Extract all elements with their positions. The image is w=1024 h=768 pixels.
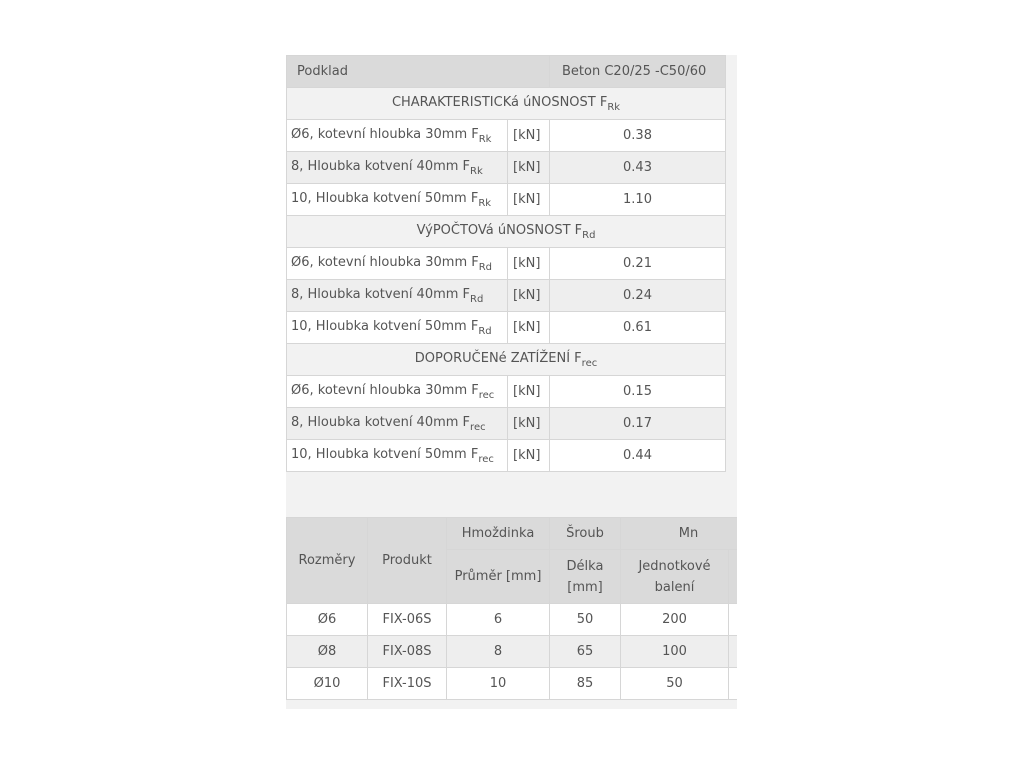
row-unit: [kN] bbox=[508, 440, 550, 472]
row-value: 0.61 bbox=[550, 312, 726, 344]
row-label bbox=[287, 376, 508, 408]
product-row bbox=[287, 668, 738, 700]
section-title-text: DOPORUČENé ZATÍŽENÍ F bbox=[414, 350, 582, 366]
row-label-subscript: rec bbox=[470, 421, 486, 433]
row-unit: [kN] bbox=[508, 152, 550, 184]
cell-delka: 85 bbox=[550, 668, 621, 700]
col-rozmery: Rozměry bbox=[287, 518, 368, 604]
section-title bbox=[287, 88, 726, 120]
section-title bbox=[287, 216, 726, 248]
section-title-text: CHARAKTERISTICKá úNOSNOST F bbox=[391, 94, 608, 110]
row-unit: [kN] bbox=[508, 120, 550, 152]
row-label-text: 8, Hloubka kotvení 40mm F bbox=[291, 414, 471, 430]
row-label-text: 10, Hloubka kotvení 50mm F bbox=[291, 318, 479, 334]
product-table bbox=[286, 517, 737, 700]
row-unit: [kN] bbox=[508, 248, 550, 280]
row-label-subscript: Rd bbox=[470, 293, 484, 305]
row-label bbox=[287, 280, 508, 312]
cell-prumer: 6 bbox=[447, 604, 550, 636]
product-row bbox=[287, 604, 738, 636]
row-value: 0.15 bbox=[550, 376, 726, 408]
table-row bbox=[287, 120, 726, 152]
substrate-value: Beton C20/25 -C50/60 bbox=[550, 56, 726, 88]
col-mnozstvi: Mn bbox=[621, 518, 738, 550]
row-label-text: 10, Hloubka kotvení 50mm F bbox=[291, 446, 479, 462]
cell-rozmer: Ø6 bbox=[287, 604, 368, 636]
cell-cut-off bbox=[729, 668, 738, 700]
cell-produkt: FIX-10S bbox=[368, 668, 447, 700]
row-label bbox=[287, 248, 508, 280]
section-header-row bbox=[287, 216, 726, 248]
cell-delka: 50 bbox=[550, 604, 621, 636]
col-sroub: Šroub bbox=[550, 518, 621, 550]
row-label bbox=[287, 120, 508, 152]
row-value: 0.43 bbox=[550, 152, 726, 184]
col-prumer: Průměr [mm] bbox=[447, 550, 550, 604]
content-panel bbox=[286, 55, 737, 709]
table-row bbox=[287, 184, 726, 216]
col-delka: Délka [mm] bbox=[550, 550, 621, 604]
row-unit: [kN] bbox=[508, 376, 550, 408]
row-label-subscript: Rk bbox=[470, 165, 483, 177]
table-row bbox=[287, 408, 726, 440]
section-title-subscript: Rk bbox=[607, 101, 621, 113]
row-label-subscript: Rk bbox=[478, 133, 492, 145]
row-value: 0.21 bbox=[550, 248, 726, 280]
section-title bbox=[287, 344, 726, 376]
section-title-text: VýPOČTOVá úNOSNOST F bbox=[416, 222, 583, 238]
row-value: 0.17 bbox=[550, 408, 726, 440]
row-unit: [kN] bbox=[508, 312, 550, 344]
cell-produkt: FIX-08S bbox=[368, 636, 447, 668]
row-label-text: 10, Hloubka kotvení 50mm F bbox=[291, 190, 479, 206]
table-row bbox=[287, 440, 726, 472]
cell-rozmer: Ø10 bbox=[287, 668, 368, 700]
row-label-text: 8, Hloubka kotvení 40mm F bbox=[291, 286, 471, 302]
col-cut-off bbox=[729, 550, 738, 604]
col-hmozdinka: Hmoždinka bbox=[447, 518, 550, 550]
cell-baleni: 200 bbox=[621, 604, 729, 636]
row-label-text: Ø6, kotevní hloubka 30mm F bbox=[291, 254, 479, 270]
section-header-row bbox=[287, 88, 726, 120]
product-row bbox=[287, 636, 738, 668]
row-unit: [kN] bbox=[508, 408, 550, 440]
row-value: 0.44 bbox=[550, 440, 726, 472]
row-label-subscript: Rd bbox=[478, 261, 493, 273]
row-label-subscript: Rk bbox=[478, 197, 492, 209]
cell-rozmer: Ø8 bbox=[287, 636, 368, 668]
table-row bbox=[287, 312, 726, 344]
row-label-subscript: Rd bbox=[478, 325, 492, 337]
section-header-row bbox=[287, 344, 726, 376]
table-row bbox=[287, 280, 726, 312]
product-header-row-1 bbox=[287, 518, 738, 550]
table-row bbox=[287, 248, 726, 280]
row-label bbox=[287, 408, 508, 440]
cell-cut-off bbox=[729, 636, 738, 668]
row-value: 1.10 bbox=[550, 184, 726, 216]
cell-baleni: 100 bbox=[621, 636, 729, 668]
section-title-subscript: Rd bbox=[582, 229, 596, 241]
table-row bbox=[287, 152, 726, 184]
row-label-text: Ø6, kotevní hloubka 30mm F bbox=[291, 126, 479, 142]
row-label-subscript: rec bbox=[478, 453, 494, 465]
row-label bbox=[287, 440, 508, 472]
row-unit: [kN] bbox=[508, 280, 550, 312]
row-label-text: Ø6, kotevní hloubka 30mm F bbox=[291, 382, 479, 398]
load-capacity-table bbox=[286, 55, 726, 472]
cell-cut-off bbox=[729, 604, 738, 636]
row-label bbox=[287, 152, 508, 184]
row-unit: [kN] bbox=[508, 184, 550, 216]
cell-prumer: 10 bbox=[447, 668, 550, 700]
col-produkt: Produkt bbox=[368, 518, 447, 604]
row-value: 0.38 bbox=[550, 120, 726, 152]
row-value: 0.24 bbox=[550, 280, 726, 312]
row-label bbox=[287, 184, 508, 216]
cell-prumer: 8 bbox=[447, 636, 550, 668]
cell-delka: 65 bbox=[550, 636, 621, 668]
table-row bbox=[287, 376, 726, 408]
substrate-label: Podklad bbox=[287, 56, 550, 88]
row-label-text: 8, Hloubka kotvení 40mm F bbox=[291, 158, 471, 174]
cell-baleni: 50 bbox=[621, 668, 729, 700]
row-label-subscript: rec bbox=[478, 389, 495, 401]
section-title-subscript: rec bbox=[581, 357, 598, 369]
cell-produkt: FIX-06S bbox=[368, 604, 447, 636]
table-header-row bbox=[287, 56, 726, 88]
row-label bbox=[287, 312, 508, 344]
col-jednotkove-baleni: Jednotkové balení bbox=[621, 550, 729, 604]
